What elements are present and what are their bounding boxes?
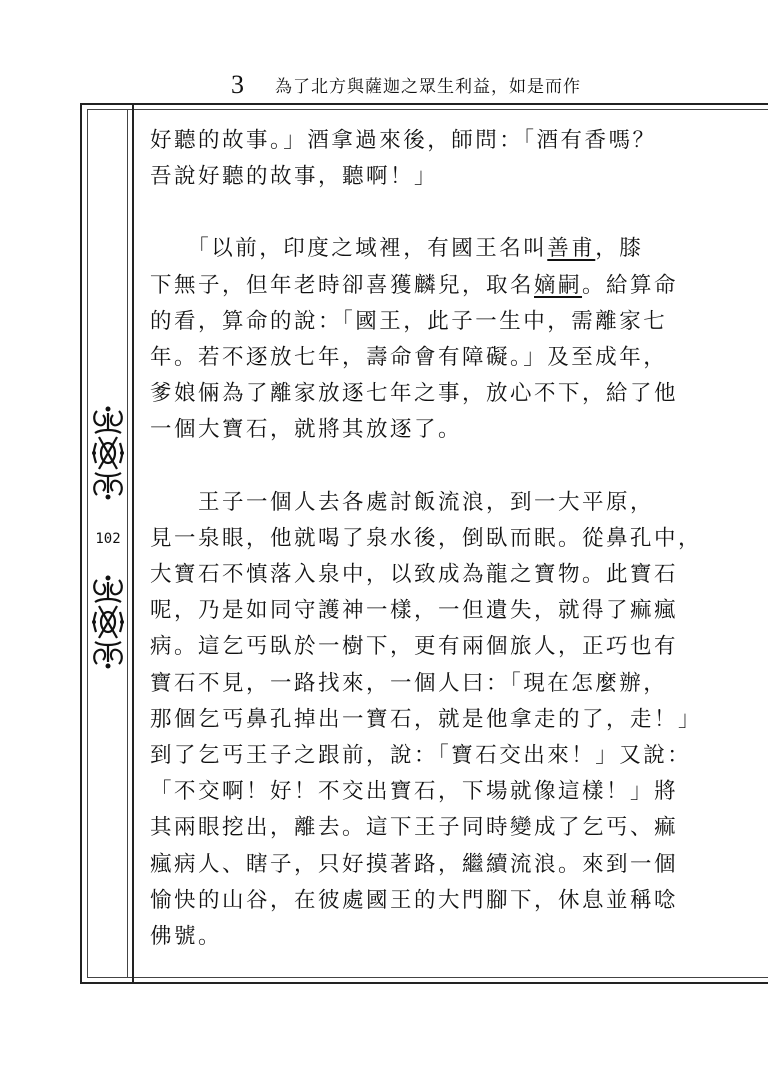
gutter-rule bbox=[132, 103, 134, 984]
text-line: 瘋病人、瞎子，只好摸著路，繼續流浪。來到一個 bbox=[150, 851, 679, 877]
text-line: 「以前，印度之域裡，有國王名叫善甫，膝 bbox=[150, 236, 644, 262]
text-line: 愉快的山谷，在彼處國王的大門腳下，休息並稱唸 bbox=[150, 887, 679, 913]
text-line: 的看，算命的說：「國王，此子一生中，需離家七 bbox=[150, 308, 668, 334]
running-header bbox=[0, 70, 768, 106]
text-line: 下無子，但年老時卻喜獲麟兒，取名嫡嗣。給算命 bbox=[150, 272, 679, 298]
text-line: 到了乞丐王子之跟前，說：「寶石交出來！」又說： bbox=[150, 743, 692, 769]
chapter-number: 3 bbox=[231, 70, 244, 99]
text-line: 其兩眼挖出，離去。這下王子同時變成了乞丐、痲 bbox=[150, 815, 679, 841]
text-line: 大寶石不慎落入泉中，以致成為龍之寶物。此寶石 bbox=[150, 562, 679, 588]
text-line: 年。若不逐放七年，壽命會有障礙。」及至成年， bbox=[150, 345, 668, 371]
knot-ornament-icon bbox=[91, 403, 125, 503]
text-line: 病。這乞丐臥於一樹下，更有兩個旅人，正巧也有 bbox=[150, 634, 679, 660]
text-line: 「不交啊！好！不交出寶石，下場就像這樣！」將 bbox=[150, 779, 679, 805]
underlined-name: 嫡嗣 bbox=[534, 272, 583, 298]
underlined-name: 善甫 bbox=[547, 236, 596, 262]
text-line: 王子一個人去各處討飯流浪，到一大平原， bbox=[150, 489, 655, 515]
paragraph bbox=[150, 231, 690, 448]
chapter-title: 為了北方與薩迦之眾生利益，如是而作 bbox=[275, 77, 581, 97]
text-line: 見一泉眼，他就喝了泉水後，倒臥而眠。從鼻孔中， bbox=[150, 525, 703, 551]
page-number: 102 bbox=[95, 531, 121, 547]
paragraph bbox=[150, 485, 703, 956]
body-text bbox=[150, 123, 703, 955]
text-line: 爹娘倆為了離家放逐七年之事，放心不下，給了他 bbox=[150, 381, 679, 407]
text-line: 寶石不見，一路找來，一個人曰：「現在怎麼辦， bbox=[150, 670, 668, 696]
text-line: 呢，乃是如同守護神一樣，一但遺失，就得了痲瘋 bbox=[150, 598, 679, 624]
text-line: 佛號。 bbox=[150, 924, 223, 950]
text-line: 那個乞丐鼻孔掉出一寶石，就是他拿走的了，走！」 bbox=[150, 706, 703, 732]
knot-ornament-icon bbox=[91, 572, 125, 672]
text-line: 一個大寶石，就將其放逐了。 bbox=[150, 417, 463, 443]
text-line: 好聽的故事。」酒拿過來後，師問：「酒有香嗎？ bbox=[150, 128, 657, 153]
paragraph bbox=[150, 123, 690, 195]
text-line: 吾說好聽的故事，聽啊！」 bbox=[150, 164, 439, 190]
